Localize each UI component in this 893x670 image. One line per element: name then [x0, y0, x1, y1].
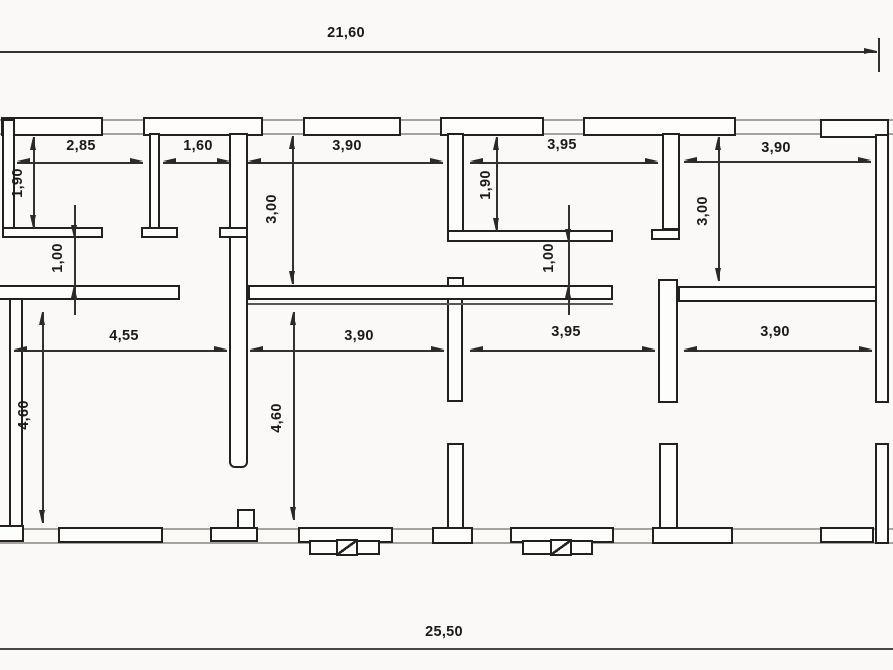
dim-label-corridor-left: 1,00 — [50, 243, 66, 273]
arrowhead — [39, 510, 45, 523]
dim-line-right-closet-depth — [496, 137, 498, 231]
wall-lower-divider-3-stub — [659, 443, 678, 534]
dim-line-room3-width — [470, 162, 658, 164]
dim-line-lower-depth-mid — [293, 312, 295, 520]
dim-label-right-closet-depth: 1,90 — [478, 170, 494, 200]
dim-line-room2-width — [248, 162, 443, 164]
arrowhead — [715, 268, 721, 281]
arrowhead — [214, 346, 227, 352]
right-exterior-wall-upper — [875, 134, 889, 403]
arrowhead-overall-top-right — [864, 48, 877, 54]
dim-line-overall-bottom — [0, 648, 893, 650]
wall-lower-divider-3-stub-foot — [652, 527, 733, 544]
dim-line-lower-room3-width — [470, 350, 655, 352]
arrowhead — [163, 158, 176, 164]
arrowhead — [684, 346, 697, 352]
arrowhead — [39, 312, 45, 325]
wall-lower-divider-2-upper — [447, 298, 463, 402]
dim-label-overall-bottom: 25,50 — [425, 624, 463, 640]
arrowhead — [470, 346, 483, 352]
wall-closet-divider-left — [149, 133, 160, 230]
arrowhead — [217, 158, 230, 164]
dim-label-room4-width: 3,90 — [761, 140, 791, 156]
bottom-window-box-1 — [58, 527, 163, 543]
arrowhead — [248, 158, 261, 164]
arrowhead — [290, 312, 296, 325]
dim-line-left-room-depth — [292, 136, 294, 284]
wall-lower-divider-2-stub-foot — [432, 527, 473, 544]
dim-label-lower-depth-mid: 4,60 — [269, 403, 285, 433]
dim-label-lower-depth-left: 4,60 — [16, 400, 32, 430]
wall-closet-divider-left-foot — [141, 227, 178, 238]
middle-wall-left-segment — [0, 285, 180, 300]
arrowhead — [642, 346, 655, 352]
dim-line-overall-top — [0, 51, 877, 53]
middle-wall-center-segment — [248, 285, 613, 300]
dim-label-lower-room2-width: 3,90 — [344, 328, 374, 344]
middle-wall-pilaster — [447, 277, 464, 287]
wall-room3-room4-divider-foot — [651, 229, 680, 240]
dim-label-overall-top: 21,60 — [327, 25, 365, 41]
arrowhead — [565, 285, 571, 298]
arrowhead — [290, 507, 296, 520]
arrowhead — [684, 157, 697, 163]
arrowhead — [859, 346, 872, 352]
dim-label-lower-room1-width: 4,55 — [109, 328, 139, 344]
dim-label-lower-room4-width: 3,90 — [760, 324, 790, 340]
dim-line-corridor-left — [74, 205, 76, 315]
bottom-window-box-2 — [820, 527, 874, 543]
arrowhead — [30, 137, 36, 150]
dim-label-room3-width: 3,95 — [547, 137, 577, 153]
wall-hall-divider-bottom-base — [210, 527, 258, 542]
arrowhead — [858, 157, 871, 163]
bottom-left-corner-wall — [0, 525, 24, 542]
arrowhead — [565, 229, 571, 242]
dim-label-room1-width: 2,85 — [66, 138, 96, 154]
wall-lower-divider-2-stub — [447, 443, 464, 534]
arrowhead — [493, 218, 499, 231]
arrowhead — [30, 215, 36, 228]
arrowhead — [430, 158, 443, 164]
door-symbol-1 — [336, 539, 358, 556]
wall-room2-room3-divider-upper — [447, 133, 464, 232]
arrowhead — [71, 225, 77, 238]
arrowhead — [289, 136, 295, 149]
wall-hall-divider-flange — [219, 227, 248, 238]
arrowhead — [71, 285, 77, 298]
middle-wall-right-segment — [678, 286, 878, 302]
arrowhead — [431, 346, 444, 352]
arrowhead — [289, 271, 295, 284]
arrowhead — [645, 158, 658, 164]
arrowhead — [493, 137, 499, 150]
room3-sub-wall — [447, 230, 613, 242]
arrowhead — [14, 346, 27, 352]
dim-line-right-room-depth — [718, 137, 720, 281]
door-symbol-2 — [550, 539, 572, 556]
arrowhead — [130, 158, 143, 164]
dim-line-lower-room2-width — [250, 350, 444, 352]
top-window-box-1 — [1, 117, 103, 136]
right-exterior-wall-lower-stub — [875, 443, 889, 544]
dim-tick-overall-top-right — [878, 38, 880, 72]
dim-label-hall-width: 1,60 — [183, 138, 213, 154]
dim-line-lower-room1-width — [14, 350, 227, 352]
dim-label-lower-room3-width: 3,95 — [551, 324, 581, 340]
dim-line-corridor-right — [568, 205, 570, 315]
dim-label-room2-width: 3,90 — [332, 138, 362, 154]
wall-lower-divider-3-upper — [658, 279, 678, 403]
dim-label-left-room-depth: 3,00 — [264, 194, 280, 224]
wall-hall-divider-long — [229, 133, 248, 468]
arrowhead — [250, 346, 263, 352]
dim-line-room1-width — [17, 162, 143, 164]
dim-line-lower-room4-width — [684, 350, 872, 352]
wall-room3-room4-divider-upper — [662, 133, 680, 230]
dim-line-room4-width — [684, 161, 871, 163]
dim-label-left-closet-depth: 1,90 — [10, 168, 26, 198]
dim-line-lower-depth-left — [42, 312, 44, 523]
dim-label-corridor-right: 1,00 — [541, 243, 557, 273]
top-window-box-5 — [583, 117, 736, 136]
middle-wall-center-lower-line — [248, 303, 613, 305]
arrowhead — [715, 137, 721, 150]
dim-label-right-room-depth: 3,00 — [695, 196, 711, 226]
top-window-box-3 — [303, 117, 401, 136]
